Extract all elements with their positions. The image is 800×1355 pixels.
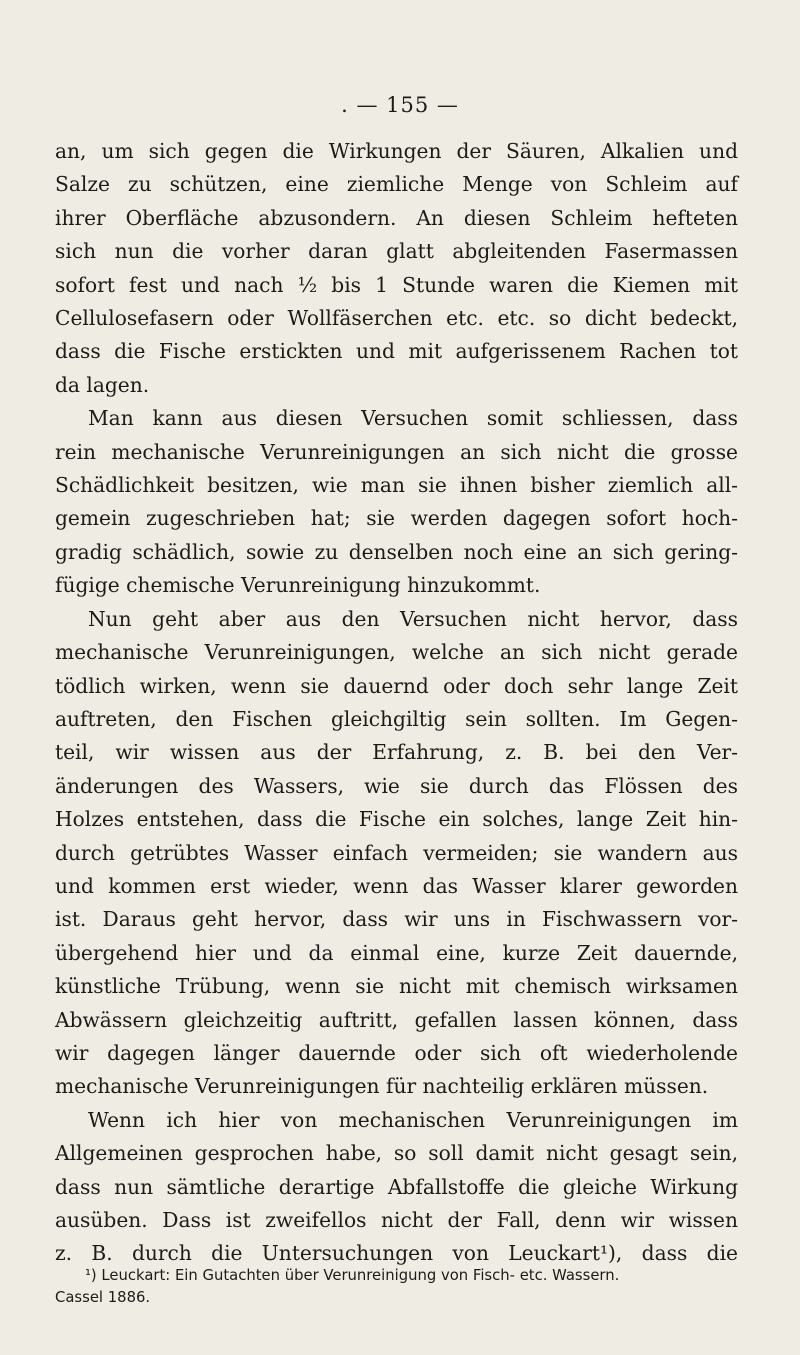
body-text: [55, 135, 738, 1271]
text-line: Allgemeinen gesprochen habe, so soll damit nicht gesagt sein,: [55, 1141, 738, 1166]
text-line: Salze zu schützen, eine ziemliche Menge von Schleim auf: [55, 172, 738, 197]
text-line: rein mechanische Verunreinigungen an sich nicht die grosse: [55, 439, 738, 464]
text-line: ihrer Oberfläche abzusondern. An diesen Schleim hefteten: [55, 205, 738, 230]
text-line: mechanische Verunreinigungen für nachteilig erklären müssen.: [55, 1074, 709, 1099]
text-line: Cellulosefasern oder Wollfäserchen etc. etc. so dicht bedeckt,: [55, 306, 738, 331]
text-line: sofort fest und nach ½ bis 1 Stunde waren die Kiemen mit: [55, 272, 738, 297]
text-line: da lagen.: [55, 372, 150, 397]
paragraph-start-line: Wenn ich hier von mechanischen Verunreinigungen im: [88, 1107, 738, 1132]
text-line: an, um sich gegen die Wirkungen der Säuren, Alkalien und: [55, 139, 738, 163]
footnote-line: ¹) Leuckart: Ein Gutachten über Verunreinigung von Fisch- etc. Wassern.: [85, 1267, 620, 1284]
text-line: gemein zugeschrieben hat; sie werden dagegen sofort hoch-: [55, 506, 738, 531]
text-line: Abwässern gleichzeitig auftritt, gefallen lassen können, dass: [55, 1007, 738, 1032]
text-line: Holzes entstehen, dass die Fische ein solches, lange Zeit hin-: [55, 807, 738, 832]
text-line: übergehend hier und da einmal eine, kurze Zeit dauernde,: [55, 940, 738, 965]
text-line: Schädlichkeit besitzen, wie man sie ihnen bisher ziemlich all-: [55, 473, 738, 498]
page-number-header: . — 155 —: [341, 93, 459, 117]
text-line: fügige chemische Verunreinigung hinzukommt.: [55, 573, 541, 598]
paragraph-start-line: Nun geht aber aus den Versuchen nicht hervor, dass: [88, 606, 738, 631]
text-line: ausüben. Dass ist zweifellos nicht der Fall, denn wir wissen: [55, 1208, 738, 1232]
text-line: dass die Fische erstickten und mit aufgerissenem Rachen tot: [55, 339, 738, 364]
text-line: ist. Daraus geht hervor, dass wir uns in Fischwassern vor-: [55, 907, 738, 932]
text-line: auftreten, den Fischen gleichgiltig sein sollten. Im Gegen-: [55, 706, 738, 731]
text-line: und kommen erst wieder, wenn das Wasser klarer geworden: [55, 873, 738, 898]
text-line: änderungen des Wassers, wie sie durch das Flössen des: [55, 773, 738, 798]
text-line: tödlich wirken, wenn sie dauernd oder doch sehr lange Zeit: [55, 673, 738, 698]
text-line: sich nun die vorher daran glatt abgleitenden Fasermassen: [55, 239, 738, 264]
text-line: teil, wir wissen aus der Erfahrung, z. B. bei den Ver-: [55, 740, 738, 765]
text-line: künstliche Trübung, wenn sie nicht mit chemisch wirksamen: [55, 974, 738, 999]
footnote: [55, 1265, 738, 1309]
paragraph-start-line: Man kann aus diesen Versuchen somit schliessen, dass: [88, 406, 738, 431]
text-line: durch getrübtes Wasser einfach vermeiden; sie wandern aus: [55, 840, 738, 865]
text-line: z. B. durch die Untersuchungen von Leuckart¹), dass die: [55, 1241, 738, 1266]
text-line: gradig schädlich, sowie zu denselben noch eine an sich gering-: [55, 539, 738, 564]
text-line: mechanische Verunreinigungen, welche an sich nicht gerade: [55, 640, 738, 665]
footnote-line: Cassel 1886.: [55, 1289, 151, 1306]
text-line: wir dagegen länger dauernde oder sich oft wiederholende: [55, 1040, 738, 1065]
text-line: dass nun sämtliche derartige Abfallstoffe die gleiche Wirkung: [55, 1174, 738, 1199]
